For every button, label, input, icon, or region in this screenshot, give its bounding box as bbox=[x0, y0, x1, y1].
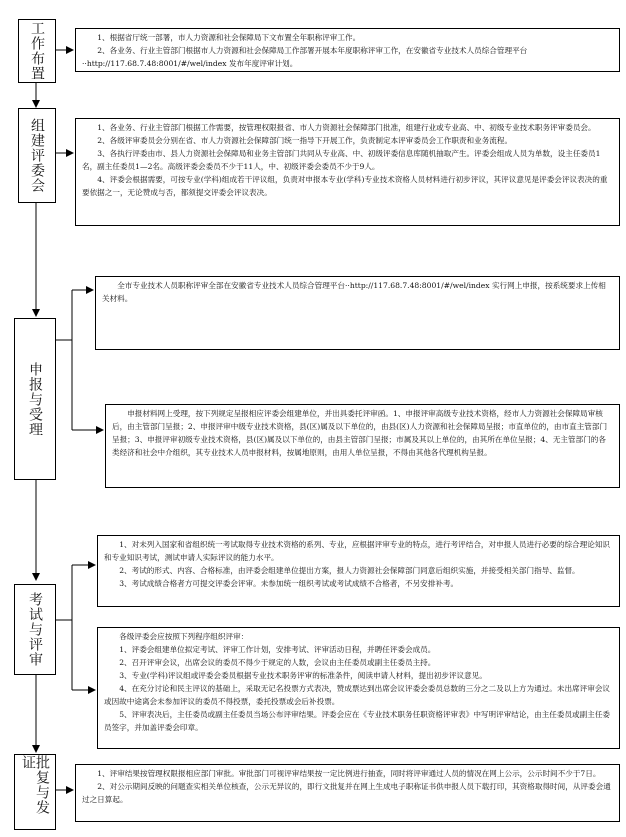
stage-application bbox=[14, 318, 56, 480]
stage-label: 考试与评审 bbox=[27, 592, 43, 667]
text-line: 1、评审结果按管理权限报相应部门审批。审批部门可视评审结果按一定比例进行抽查，同时将评审通过人员的情况在网上公示，公示时间不少于7日。 bbox=[97, 769, 601, 778]
box-exam bbox=[97, 535, 620, 607]
text-line: 2、各业务、行业主管部门根据市人力资源和社会保障局工作部署开展本年度职称评审工作，在安徽省专业技术人员综合管理平台··http://117.68.7.48:8001/#/wel/index 发布年度评审计划。 bbox=[82, 46, 528, 68]
text-line: 2、各级评审委员会分别在省、市人力资源社会保障部门统一指导下开展工作，负责制定本评审委员会工作职责和业务流程。 bbox=[97, 136, 513, 145]
text-line: 全市专业技术人员职称评审全部在安徽省专业技术人员综合管理平台··http://117.68.7.48:8001/#/wel/index 实行网上申报，按系统要求上传相关材料。 bbox=[102, 281, 606, 303]
text-line: 2、召开评审会议，出席会议的委员不得少于规定的人数，会议由主任委员或副主任委员主持。 bbox=[119, 658, 436, 667]
text-line: 2、考试的形式、内容、合格标准，由评委会组建单位提出方案，报人力资源社会保障部门同意后组织实施，并接受相关部门指导、监督。 bbox=[119, 566, 580, 575]
stage-committee bbox=[18, 108, 56, 203]
stage-exam-review bbox=[14, 584, 56, 675]
text-line: 申报材料网上受理，按下列规定呈报相应评委会组建单位，并出具委托评审函。1、申报评审高级专业技术资格，经市人力资源社会保障局审核后，由主管部门呈报；2、申报评审中级专业技术资格，县(区)属及以下单位的，由县(区)人力资源和社会保障局呈报；市直单位的，由市直主管部门呈报；3、申报评审初级专业技术资格，县(区)属及以下单位的，由县主管部门呈报；市属及其以上单位的，由其所在单位呈报；4、无主管部门的各类经济和社会中介组织，其专业技术人员申报材料，按属地原则，由用人单位呈报，不得由其他各代理机构呈报。 bbox=[112, 409, 608, 457]
text-line: 1、根据省厅统一部署，市人力资源和社会保障局下文布置全年职称评审工作。 bbox=[97, 33, 361, 42]
stage-label: 组建评委会 bbox=[29, 118, 45, 193]
text-line: 4、评委会根据需要，可按专业(学科)组成若干评议组，负责对申报本专业(学科)专业技术资格人员材料进行初步评议，其评议意见是评委会评议表决的重要依据之一，无论赞成与否，都须提交评委会评议表决。 bbox=[82, 175, 608, 197]
box-approval bbox=[75, 764, 620, 822]
review-procedure-heading: 各级评委会应按照下列程序组织评审： bbox=[119, 632, 249, 641]
text-line: 5、评审表决后，主任委员或副主任委员当场公布评审结果。评委会应在《专业技术职务任职资格评审表》中写明评审结论，由主任委员或副主任委员签字，并加盖评委会印章。 bbox=[104, 710, 611, 732]
stage-label: 批复与发证 bbox=[20, 755, 50, 815]
box-review-procedure bbox=[97, 627, 620, 749]
stage-label: 申报与受理 bbox=[27, 361, 43, 437]
text-line: 3、各执行评委由市、县人力资源社会保障局和业务主管部门共同从专业高、中、初级评委信息库随机抽取产生。评委会组成人员为单数，设主任委员1名，副主任委员1—2名。高级评委会委员不少于11人，中、初级评委会委员不少于9人。 bbox=[82, 149, 601, 171]
text-line: 1、评委会组建单位拟定考试、评审工作计划，安排考试、评审活动日程，并聘任评委会成员。 bbox=[119, 645, 436, 654]
box-online-application bbox=[95, 276, 620, 350]
box-committee bbox=[75, 118, 620, 226]
text-line: 2、对公示期间反映的问题查实相关单位核查，公示无异议的，即行文批复并在网上生成电子职称证书供申报人员下载打印，其资格取得时间，从评委会通过之日算起。 bbox=[82, 782, 611, 804]
box-deployment bbox=[75, 28, 620, 72]
stage-deployment bbox=[18, 19, 56, 83]
text-line: 3、专业(学科)评议组或评委会委员根据专业技术职务评审的标准条件，阅读申请人材料，提出初步评议意见。 bbox=[119, 671, 487, 680]
text-line: 3、考试成绩合格者方可提交评委会评审。未参加统一组织考试或考试成绩不合格者，不另安排补考。 bbox=[119, 579, 459, 588]
text-line: 1、各业务、行业主管部门根据工作需要，按管理权限报省、市人力资源社会保障部门批准，组建行业或专业高、中、初级专业技术职务评审委员会。 bbox=[97, 123, 596, 132]
stage-label: 工作布置 bbox=[29, 21, 45, 81]
text-line: 4、在充分讨论和民主评议的基础上，采取无记名投票方式表决，赞成票达到出席会议评委会委员总数的三分之二及以上方为通过。未出席评审会议或因故中途离会未参加评议的委员不得投票，委托投票或会后补投票。 bbox=[104, 684, 611, 706]
box-acceptance bbox=[105, 404, 620, 488]
stage-approval bbox=[14, 754, 56, 830]
text-line: 1、对未列入国家和省组织统一考试取得专业技术资格的系列、专业，应根据评审专业的特点，进行考评结合，对申报人员进行必要的综合理论知识和专业知识考试，测试申请人实际评议的能力水平。 bbox=[104, 540, 611, 562]
